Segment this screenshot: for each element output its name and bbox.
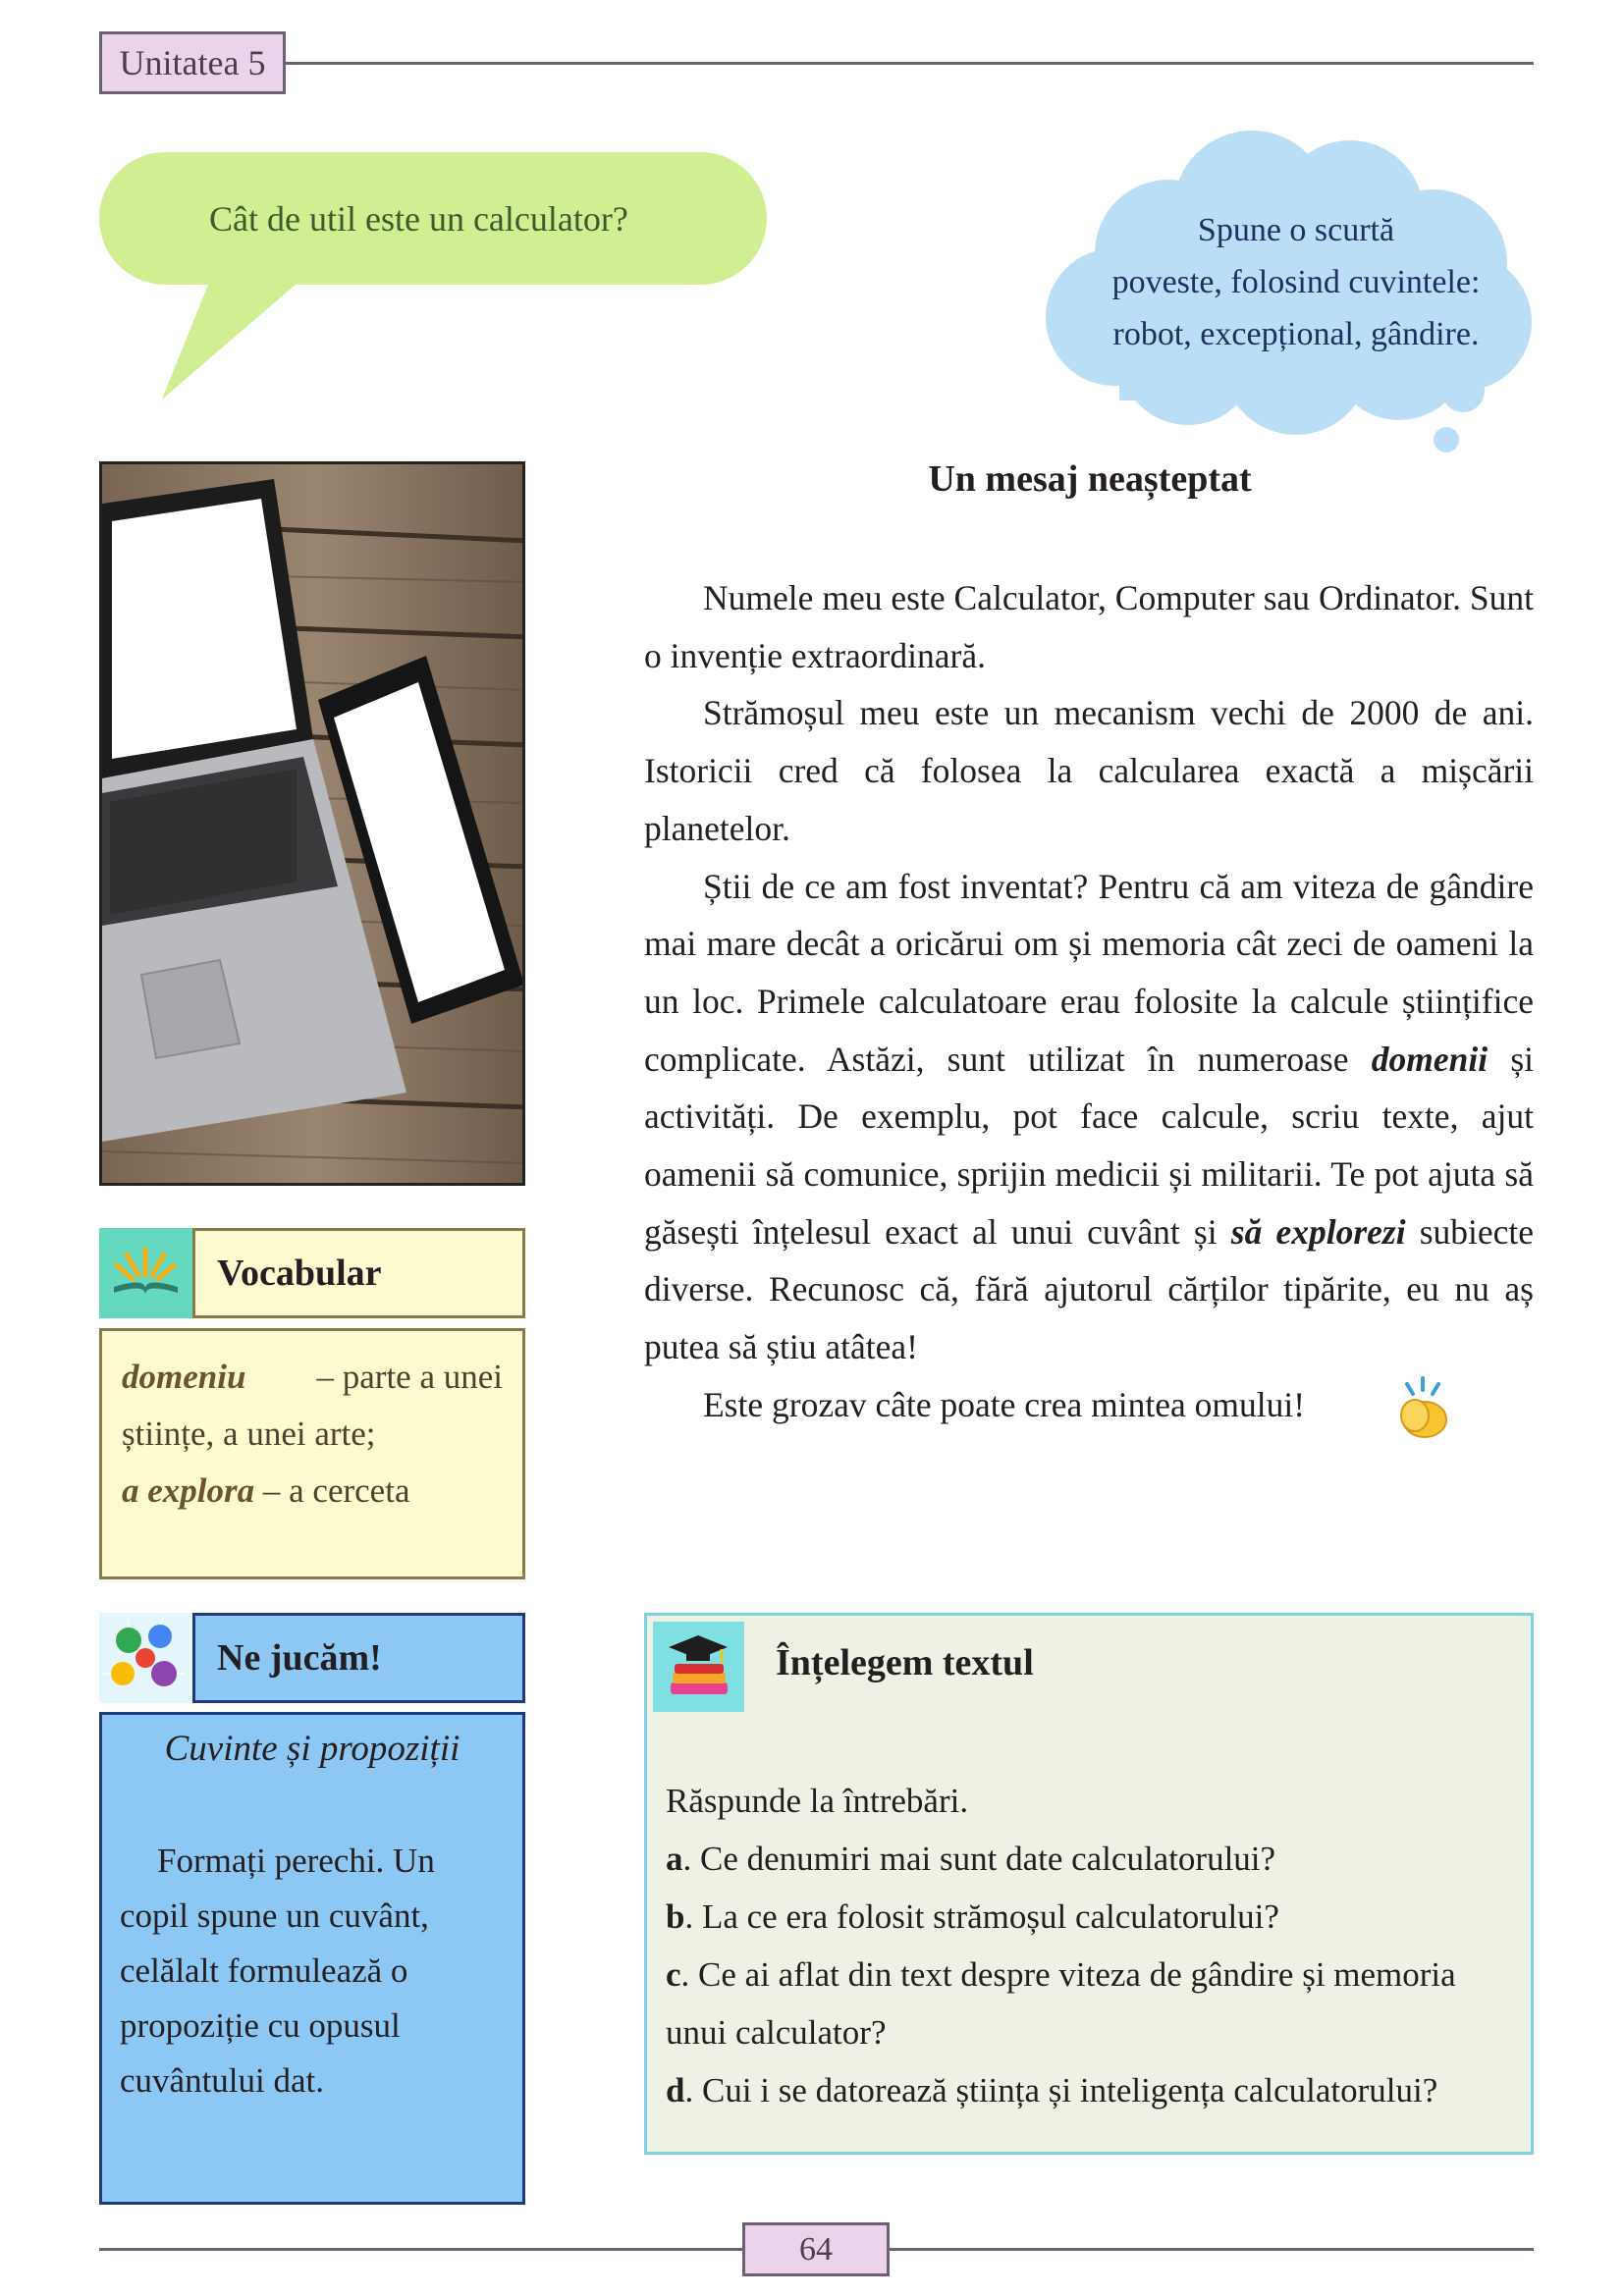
open-book-icon [99, 1228, 192, 1318]
question-letter: a [666, 1840, 683, 1878]
speech-bubble [99, 152, 767, 285]
question-item [666, 1888, 1530, 1946]
vocabulary-entry [122, 1463, 503, 1520]
question-item [666, 1946, 1530, 2003]
books-graduation-cap-icon [653, 1622, 744, 1712]
speech-bubble-text: Cât de util este un calculator? [209, 199, 628, 239]
game-line: propoziție cu opusul [120, 2006, 401, 2045]
question-text: . Ce ai aflat din text despre viteza de gândire și memoria [680, 1955, 1456, 1994]
vocabulary-definition: – a cerceta [262, 1471, 410, 1510]
game-subtitle: Cuvinte și propoziții [164, 1729, 460, 1769]
story-paragraph: Numele meu este Calculator, Computer sau Ordinator. Sunt o invenție extraordinară. [644, 578, 1534, 675]
footer-rule-right [890, 2248, 1534, 2251]
header-rule [286, 62, 1534, 65]
question-item [666, 1830, 1530, 1888]
game-icon-box [99, 1613, 192, 1703]
story-closing-line: Este grozav câte poate crea mintea omului! [703, 1384, 1306, 1424]
vocabulary-definition-cont: științe, a unei arte; [122, 1415, 376, 1453]
question-letter: c [666, 1955, 681, 1994]
game-line: copil spune un cuvânt, [120, 1896, 429, 1935]
vocabulary-term: a explora [122, 1471, 255, 1510]
thought-line: Spune o scurtă [1197, 212, 1395, 248]
vocabulary-entry [122, 1349, 503, 1406]
vocabulary-term: domeniu [122, 1358, 246, 1396]
story-text-run: și activități. De exemplu, pot face calcule, scriu texte, ajut oamenii să comunice, sprijin medicii și militarii. Te pot ajuta să găsești înțelesul exact al unui cuvânt și [644, 1039, 1535, 1252]
question-text: . La ce era folosit strămoșul calculatorului? [684, 1897, 1279, 1936]
question-text-cont: unui calculator? [666, 2013, 887, 2052]
game-line: Formați perechi. Un [157, 1842, 435, 1880]
question-text: . Cui i se datorează știința și inteligența calculatorului? [684, 2071, 1438, 2109]
game-line: celălalt formulează o [120, 1951, 408, 1990]
thought-cloud-text [1041, 204, 1551, 360]
keyword-domenii: domenii [1371, 1039, 1489, 1079]
page-number: 64 [742, 2222, 890, 2276]
game-line: cuvântului dat. [120, 2061, 325, 2100]
comprehension-icon-box [653, 1622, 744, 1712]
game-instructions [120, 1834, 513, 2109]
comprehension-heading: Înțelegem textul [776, 1642, 1034, 1683]
story-text-run: subiecte diverse. Recunosc că, fără ajutorul cărților tipărite, eu nu aș putea să știu atâtea! [644, 1211, 1535, 1367]
story-paragraph [644, 858, 1534, 1376]
story-text-run: Știi de ce am fost inventat? Pentru că am viteza de gândire mai mare decât a oricărui om și memoria cât zeci de oameni la un loc. Primele calculatoare erau folosite la calcule științifice complicate. Astăzi, sunt utilizat în numeroase [644, 866, 1534, 1079]
laptop-tablet-photo [99, 461, 525, 1186]
vocabulary-heading: Vocabular [192, 1228, 525, 1318]
keyword-sa-explorezi: să explorezi [1230, 1211, 1406, 1252]
thought-line: robot, excepțional, gândire. [1112, 316, 1480, 352]
story-title: Un mesaj neașteptat [928, 458, 1252, 500]
story-paragraph: Strămoșul meu este un mecanism vechi de 2000 de ani. Istoricii cred că folosea la calcularea exactă a mișcării planetelor. [644, 693, 1534, 848]
comprehension-intro: Răspunde la întrebări. [666, 1782, 969, 1820]
thought-line: poveste, folosind cuvintele: [1111, 264, 1481, 300]
footer-rule-left [99, 2248, 742, 2251]
comprehension-questions [666, 1772, 1530, 2119]
story-text [644, 569, 1534, 1434]
game-heading: Ne jucăm! [192, 1613, 525, 1703]
clapping-hands-icon [1389, 1374, 1458, 1443]
question-text: . Ce denumiri mai sunt date calculatorului? [682, 1840, 1276, 1878]
vocabulary-definition: – parte a unei [316, 1358, 503, 1396]
question-letter: b [666, 1897, 685, 1936]
question-letter: d [666, 2071, 685, 2109]
question-item [666, 2061, 1530, 2119]
colorful-hands-icon [99, 1613, 192, 1703]
vocabulary-icon-box [99, 1228, 192, 1318]
unit-label: Unitatea 5 [99, 31, 286, 94]
speech-bubble-tail [162, 277, 305, 400]
vocabulary-body [99, 1328, 525, 1579]
